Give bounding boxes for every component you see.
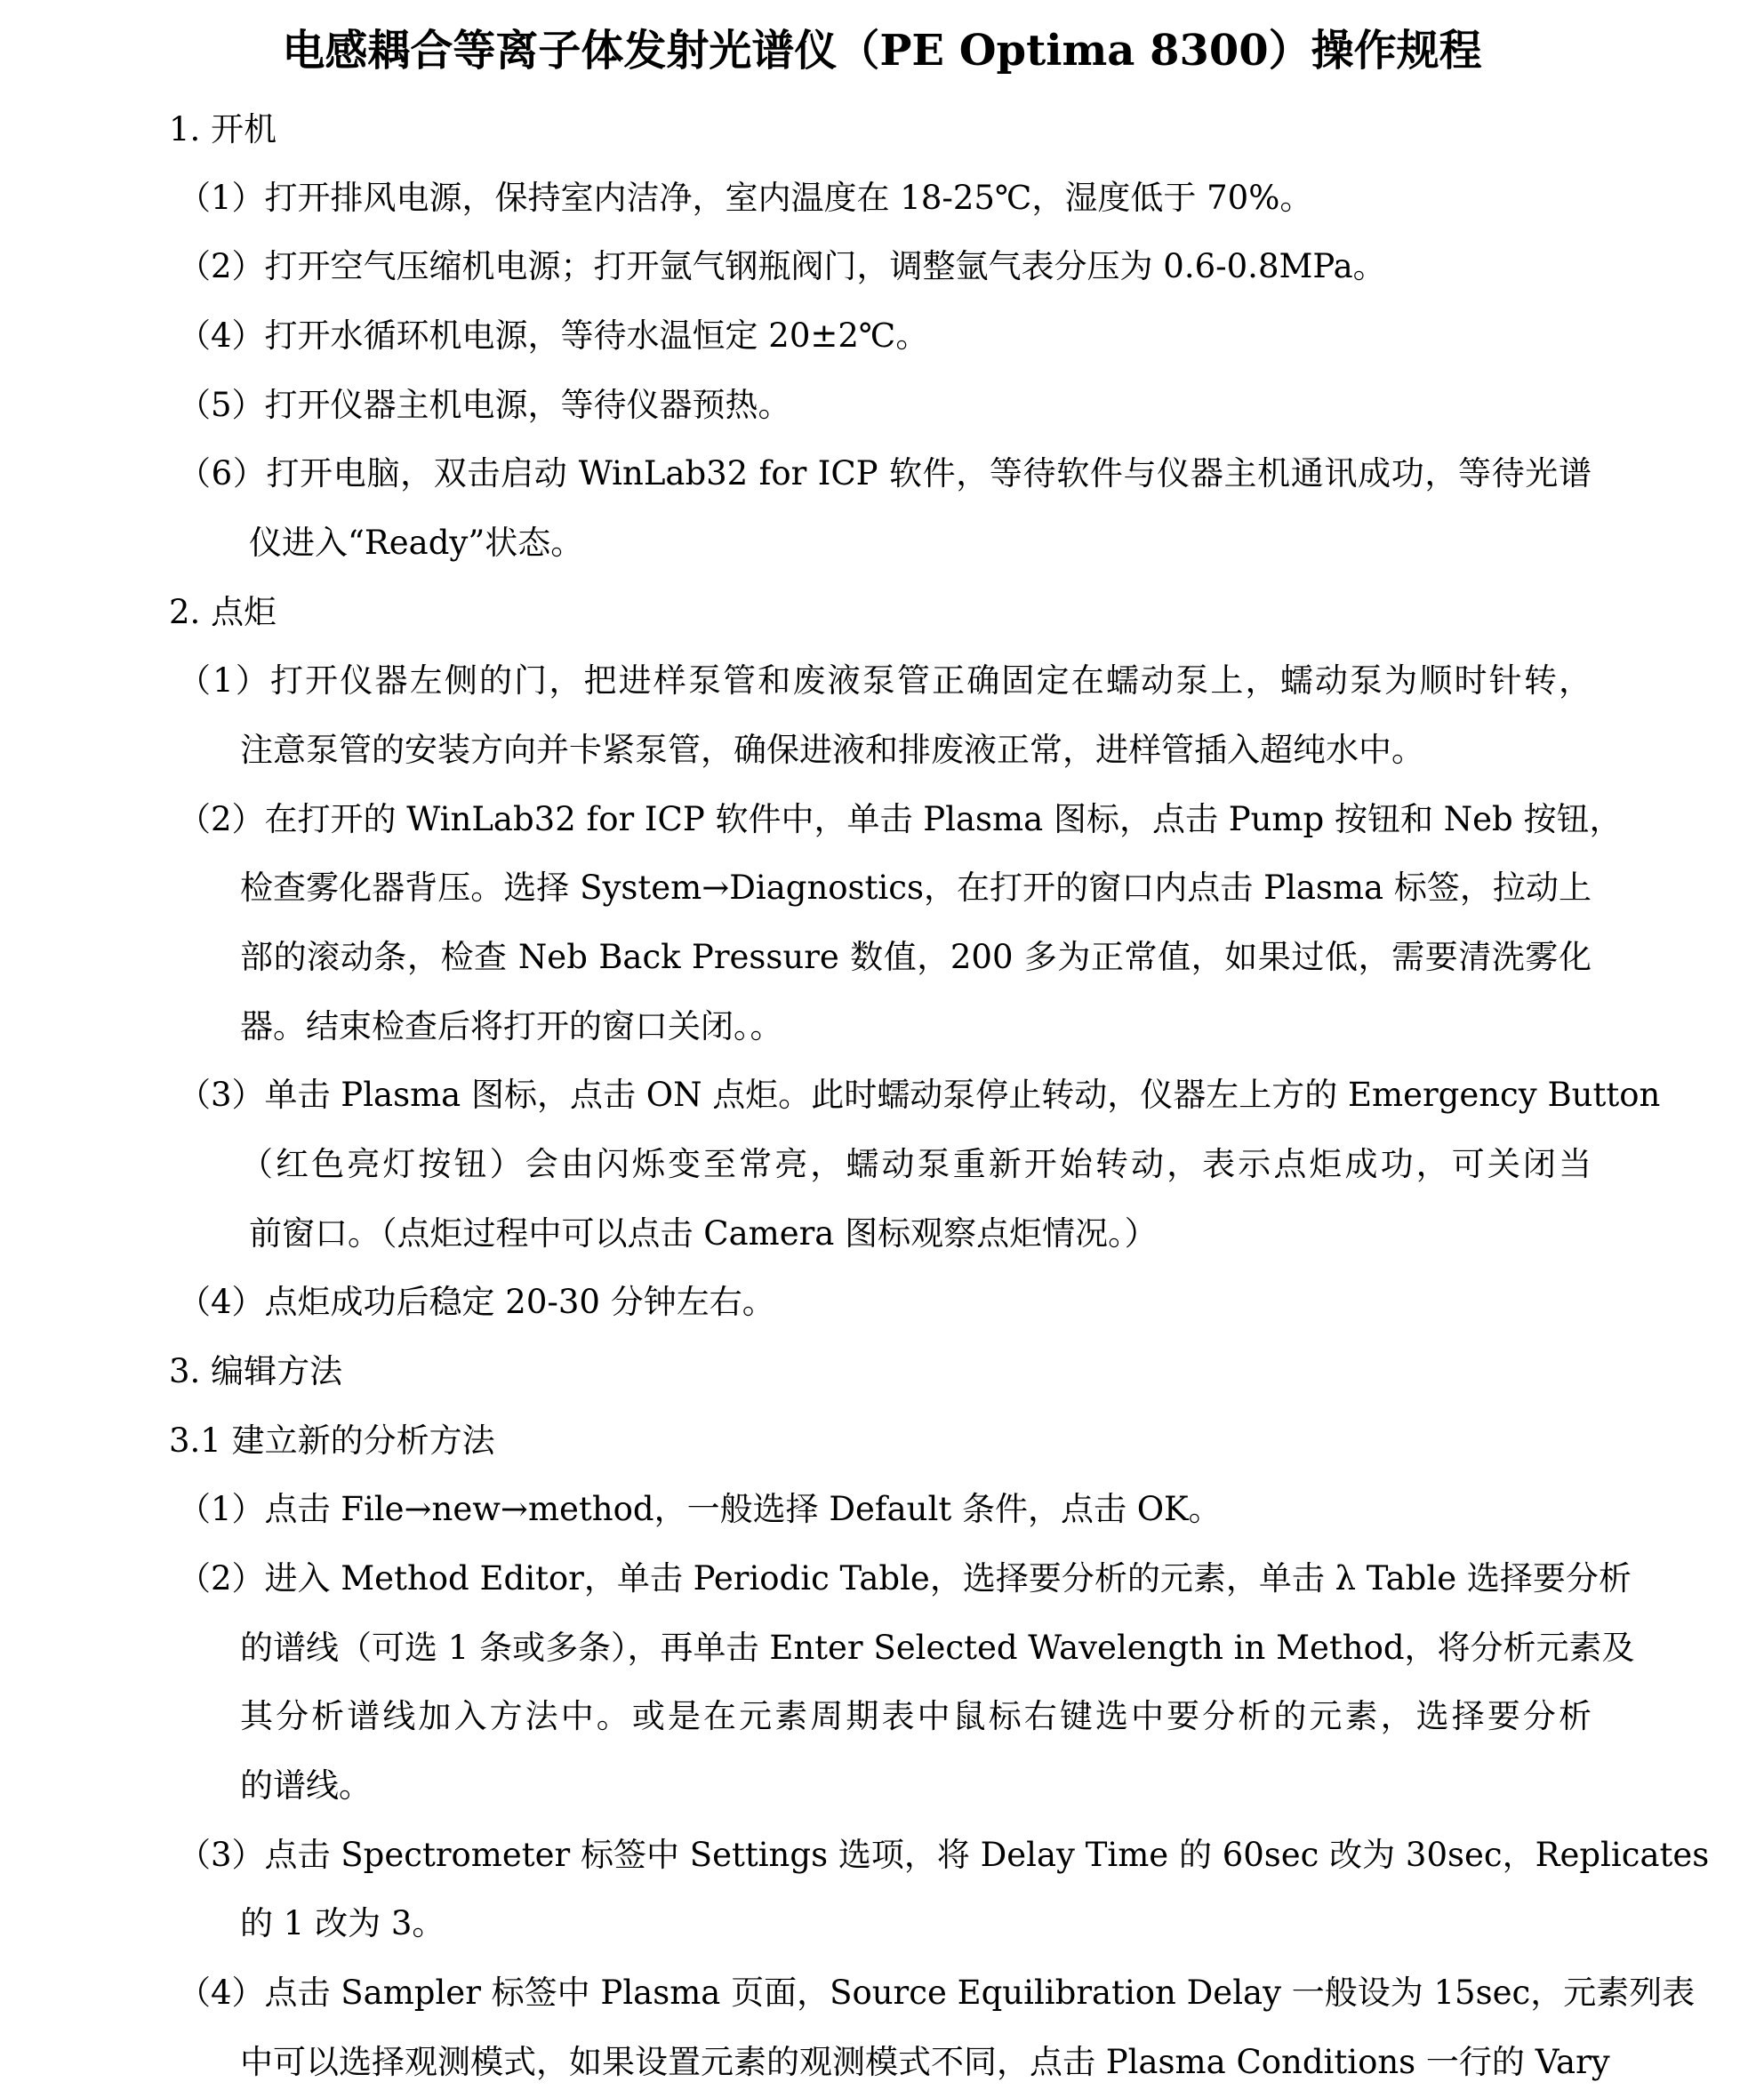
step-2-2-cont-1: 检查雾化器背压。选择 System→Diagnostics，在打开的窗口内点击 Plasma 标签，拉动上: [240, 869, 1592, 907]
step-2-2-cont-3: 器。结束检查后将打开的窗口关闭。。: [240, 1007, 783, 1045]
step-1-6-cont: 仪进入“Ready”状态。: [249, 524, 584, 562]
step-1-2: （2）打开空气压缩机电源；打开氩气钢瓶阀门，调整氩气表分压为 0.6-0.8MPa。: [178, 247, 1386, 285]
step-2-2-cont-2: 部的滚动条，检查 Neb Back Pressure 数值，200 多为正常值，如果过低，需要清洗雾化: [240, 938, 1592, 976]
step-2-4: （4）点炬成功后稳定 20-30 分钟左右。: [178, 1283, 775, 1321]
step-2-3-cont-2: 前窗口。（点炬过程中可以点击 Camera 图标观察点炬情况。）: [249, 1214, 1158, 1253]
step-3-1-4-cont: 中可以选择观测模式，如果设置元素的观测模式不同，点击 Plasma Conditions 一行的 Vary: [240, 2043, 1610, 2081]
section-heading-2: 2. 点炬: [169, 593, 277, 631]
step-2-2: （2）在打开的 WinLab32 for ICP 软件中，单击 Plasma 图标，点击 Pump 按钮和 Neb 按钮，: [178, 800, 1623, 838]
step-1-5: （5）打开仪器主机电源，等待仪器预热。: [178, 386, 791, 424]
step-3-1-2-cont-3: 的谱线。: [240, 1766, 372, 1805]
step-1-4: （4）打开水循环机电源，等待水温恒定 20±2℃。: [178, 316, 929, 355]
step-3-1-2-cont-2: 其分析谱线加入方法中。或是在元素周期表中鼠标右键选中要分析的元素，选择要分析: [240, 1697, 1592, 1735]
step-2-3: （3）单击 Plasma 图标，点击 ON 点炬。此时蠕动泵停止转动，仪器左上方的 Emergency Button: [178, 1076, 1661, 1114]
step-3-1-3-cont: 的 1 改为 3。: [240, 1904, 445, 1942]
document-title: 电感耦合等离子体发射光谱仪（PE Optima 8300）操作规程: [282, 26, 1482, 76]
step-3-1-2: （2）进入 Method Editor，单击 Periodic Table，选择要分析的元素，单击 λ Table 选择要分析: [178, 1559, 1632, 1598]
step-1-6: （6）打开电脑，双击启动 WinLab32 for ICP 软件，等待软件与仪器主机通讯成功，等待光谱: [178, 454, 1592, 492]
section-heading-1: 1. 开机: [169, 110, 277, 148]
subsection-heading-3-1: 3.1 建立新的分析方法: [169, 1421, 495, 1460]
step-3-1-2-cont-1: 的谱线（可选 1 条或多条），再单击 Enter Selected Wavelength in Method，将分析元素及: [240, 1629, 1635, 1667]
section-heading-3: 3. 编辑方法: [169, 1352, 343, 1390]
step-2-3-cont-1: （红色亮灯按钮）会由闪烁变至常亮，蠕动泵重新开始转动，表示点炬成功，可关闭当: [240, 1145, 1592, 1183]
step-3-1-3: （3）点击 Spectrometer 标签中 Settings 选项，将 Delay Time 的 60sec 改为 30sec，Replicates: [178, 1836, 1710, 1874]
step-3-1-1: （1）点击 File→new→method，一般选择 Default 条件，点击 OK。: [178, 1490, 1222, 1528]
step-2-1: （1）打开仪器左侧的门，把进样泵管和废液泵管正确固定在蠕动泵上，蠕动泵为顺时针转，: [178, 661, 1592, 700]
step-1-1: （1）打开排风电源，保持室内洁净，室内温度在 18-25℃，湿度低于 70%。: [178, 179, 1313, 217]
step-2-1-cont: 注意泵管的安装方向并卡紧泵管，确保进液和排废液正常，进样管插入超纯水中。: [240, 731, 1424, 769]
step-3-1-4: （4）点击 Sampler 标签中 Plasma 页面，Source Equilibration Delay 一般设为 15sec，元素列表: [178, 1974, 1696, 2012]
